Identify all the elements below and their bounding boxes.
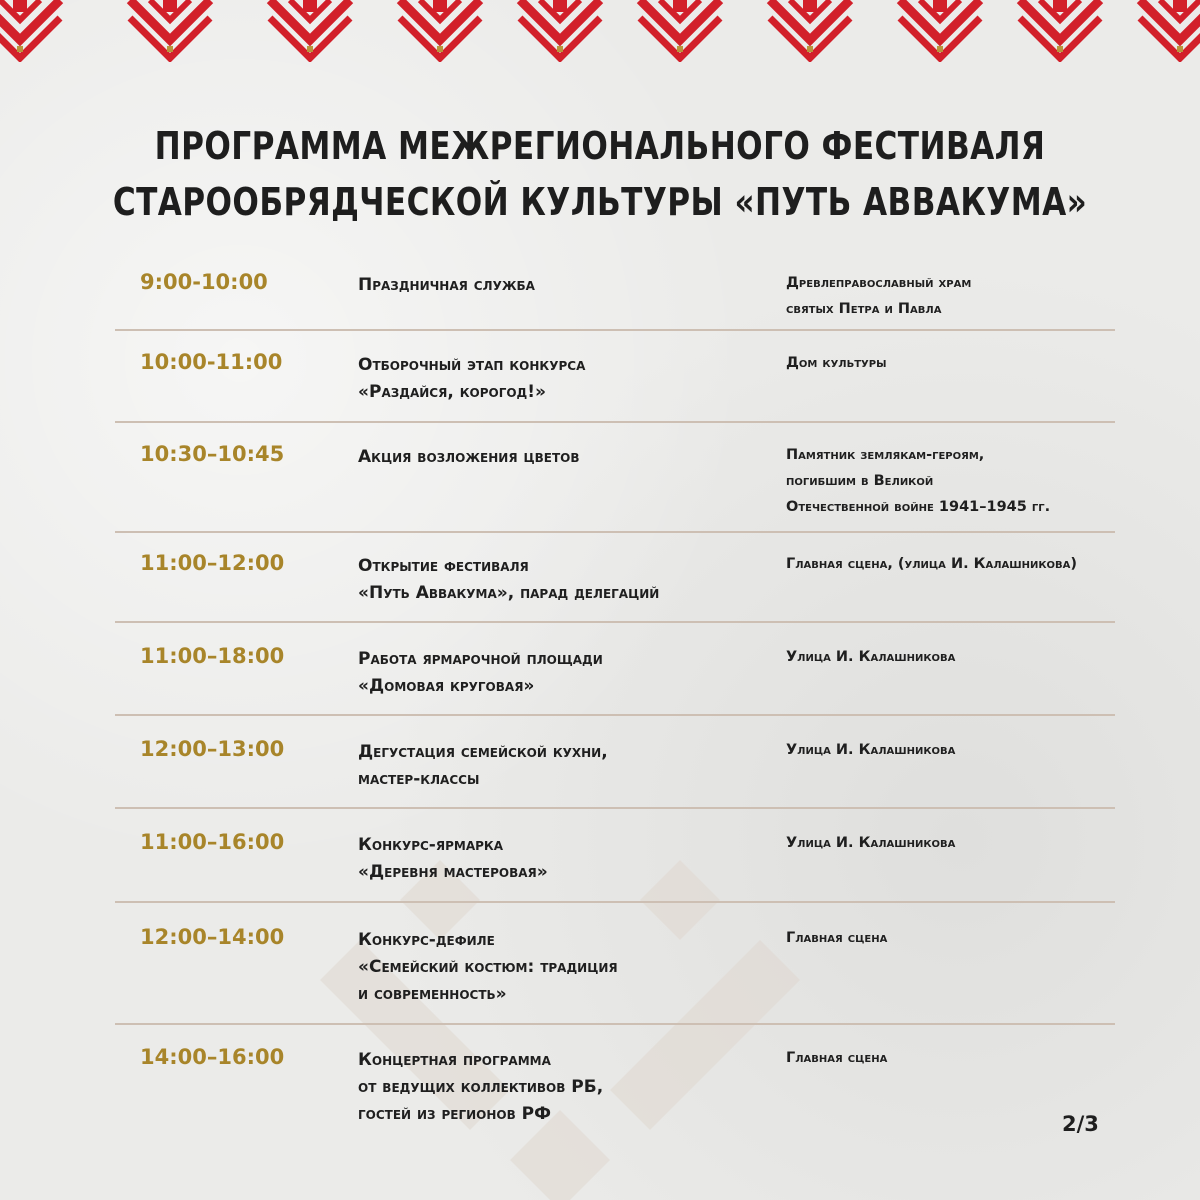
place-line: Улица И. Калашникова — [786, 649, 956, 665]
schedule-place — [786, 551, 1186, 577]
page-number: 2/3 — [1062, 1112, 1099, 1136]
row-divider — [115, 1023, 1115, 1025]
schedule-time: 10:30–10:45 — [140, 442, 285, 466]
event-line: «Семейский костюм: традиция — [358, 957, 618, 977]
event-line: Конкурс-ярмарка — [358, 835, 504, 855]
schedule-time: 11:00–18:00 — [140, 644, 285, 668]
schedule-event — [358, 927, 778, 1008]
row-divider — [115, 621, 1115, 623]
place-line: святых Петра и Павла — [786, 301, 942, 317]
place-line: Главная сцена — [786, 930, 888, 946]
place-line: Отечественной войне 1941–1945 гг. — [786, 499, 1051, 515]
event-line: Открытие фестиваля — [358, 556, 529, 576]
event-line: «Путь Аввакума», парад делегаций — [358, 583, 660, 603]
program-title — [0, 118, 1200, 230]
event-line: Акция возложения цветов — [358, 447, 580, 467]
schedule-time: 9:00-10:00 — [140, 270, 268, 294]
event-line: Конкурс-дефиле — [358, 930, 495, 950]
schedule-place — [786, 1045, 1186, 1071]
event-line: Отборочный этап конкурса — [358, 355, 586, 375]
event-line: Праздничная служба — [358, 275, 535, 295]
schedule-time: 12:00–13:00 — [140, 737, 285, 761]
event-line: от ведущих коллективов РБ, — [358, 1077, 604, 1097]
schedule-time: 10:00-11:00 — [140, 350, 283, 374]
place-line: погибшим в Великой — [786, 473, 934, 489]
title-line-2: СТАРООБРЯДЧЕСКОЙ КУЛЬТУРЫ «ПУТЬ АВВАКУМА» — [112, 180, 1088, 224]
place-line: Улица И. Калашникова — [786, 835, 956, 851]
place-line: Памятник землякам-героям, — [786, 447, 985, 463]
schedule-event — [358, 739, 778, 793]
schedule-time: 11:00–16:00 — [140, 830, 285, 854]
schedule-event — [358, 352, 778, 406]
event-line: «Деревня мастеровая» — [358, 862, 548, 882]
event-line: «Домовая круговая» — [358, 676, 535, 696]
place-line: Улица И. Калашникова — [786, 742, 956, 758]
schedule-place — [786, 925, 1186, 951]
ornament-border — [0, 0, 1200, 62]
event-line: Концертная программа — [358, 1050, 551, 1070]
schedule-place — [786, 737, 1186, 763]
place-line: Главная сцена, (улица И. Калашникова) — [786, 556, 1078, 572]
schedule-event — [358, 646, 778, 700]
schedule-event — [358, 272, 778, 299]
ornament-watermark — [280, 860, 840, 1200]
place-line: Древлеправославный храм — [786, 275, 972, 291]
row-divider — [115, 807, 1115, 809]
schedule-place — [786, 442, 1186, 520]
place-line: Дом культуры — [786, 355, 887, 371]
event-line: Работа ярмарочной площади — [358, 649, 603, 669]
title-line-1: ПРОГРАММА МЕЖРЕГИОНАЛЬНОГО ФЕСТИВАЛЯ — [154, 124, 1046, 168]
row-divider — [115, 714, 1115, 716]
schedule-time: 11:00–12:00 — [140, 551, 285, 575]
event-line: гостей из регионов РФ — [358, 1104, 551, 1124]
place-line: Главная сцена — [786, 1050, 888, 1066]
schedule-place — [786, 644, 1186, 670]
row-divider — [115, 421, 1115, 423]
event-line: и современность» — [358, 984, 507, 1004]
event-line: мастер-классы — [358, 769, 480, 789]
schedule-time: 14:00–16:00 — [140, 1045, 285, 1069]
event-line: «Раздайся, корогод!» — [358, 382, 546, 402]
row-divider — [115, 901, 1115, 903]
event-line: Дегустация семейской кухни, — [358, 742, 608, 762]
schedule-event — [358, 553, 778, 607]
schedule-time: 12:00–14:00 — [140, 925, 285, 949]
row-divider — [115, 329, 1115, 331]
schedule-event — [358, 832, 778, 886]
schedule-place — [786, 270, 1186, 322]
schedule-event — [358, 1047, 778, 1128]
row-divider — [115, 531, 1115, 533]
schedule-event — [358, 444, 778, 471]
schedule-place — [786, 830, 1186, 856]
schedule-place — [786, 350, 1186, 376]
